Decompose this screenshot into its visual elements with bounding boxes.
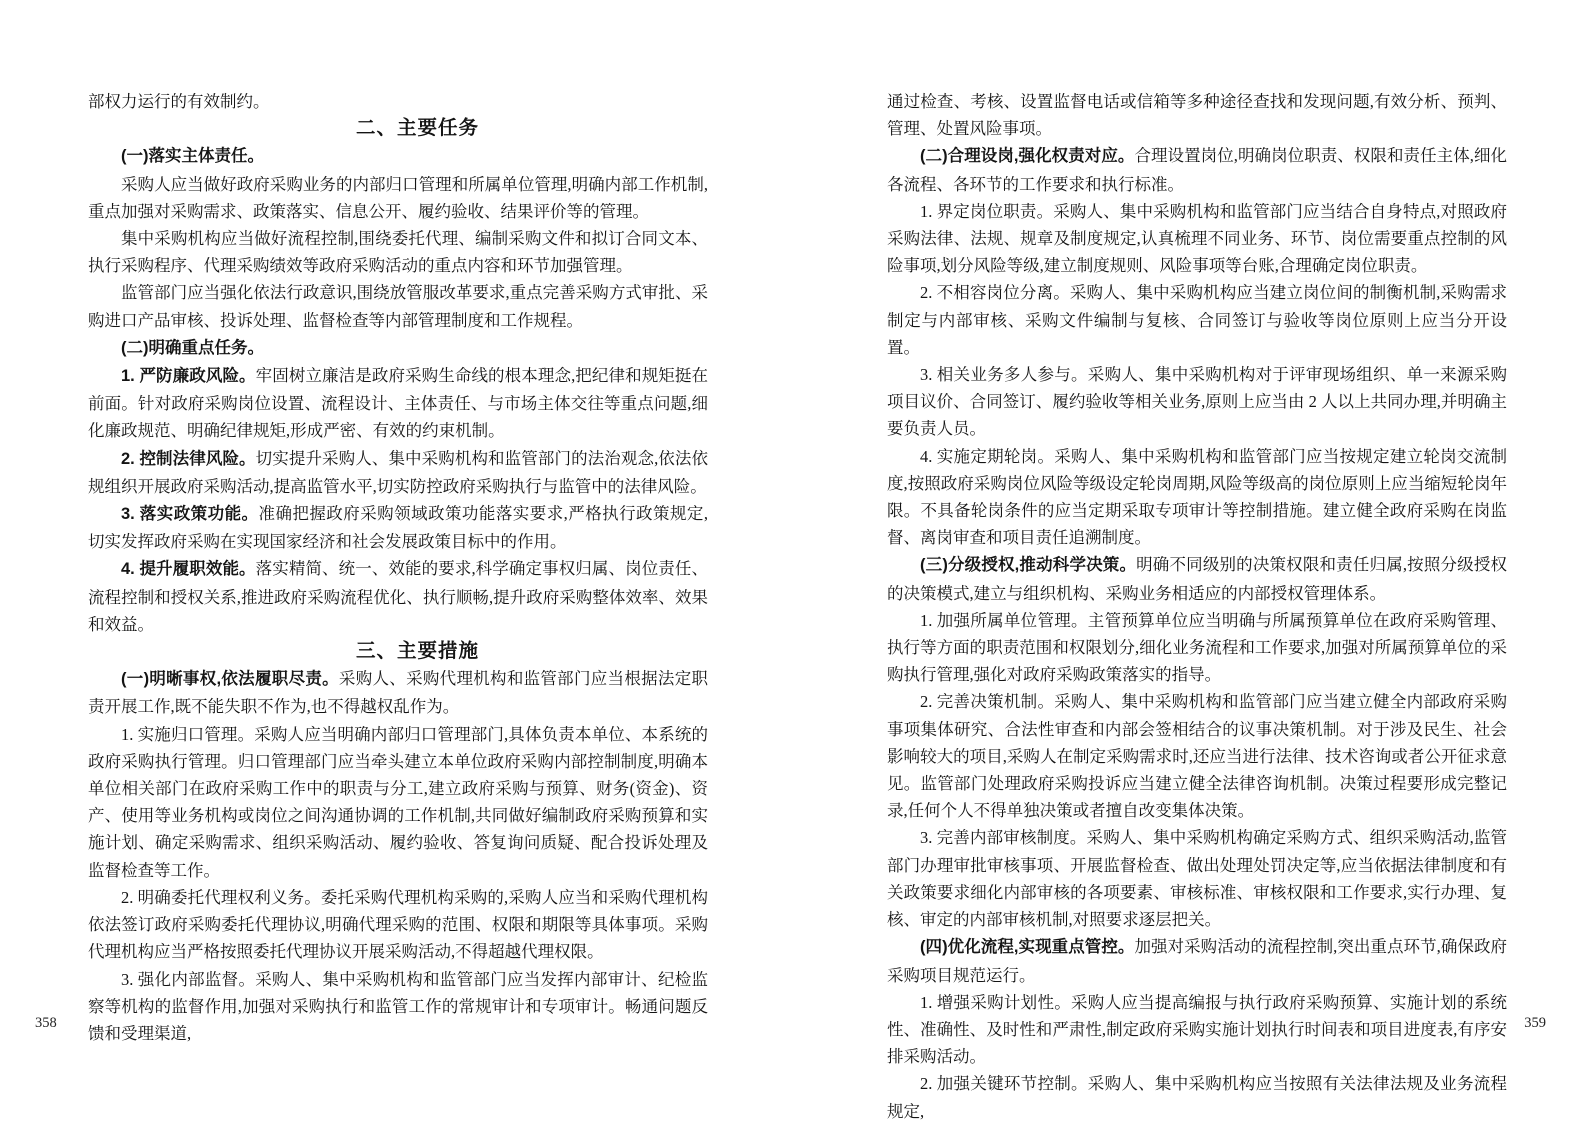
paragraph-continuation: 部权力运行的有效制约。 (88, 92, 270, 111)
paragraph-lead: 3. 落实政策功能。 (121, 505, 259, 524)
paragraph-text: 切实提升采购人、集中采购机构和监管部门的法治观念,依法依规组织开展政府采购活动,提高监管水平,切实防控政府采购执行与监管中的法律风险。 (88, 448, 708, 496)
section-heading-main-tasks: 二、主要任务 (355, 117, 479, 140)
paragraph-text: 明确不同级别的决策权限和责任归属,按照分级授权的决策模式,建立与组织机构、采购业务相适应的内部授权管理体系。 (887, 555, 1508, 603)
paragraph (88, 665, 708, 720)
paragraph-text: 合理设置岗位,明确岗位职责、权限和责任主体,细化各流程、各环节的工作要求和执行标准。 (887, 146, 1508, 194)
paragraph (887, 933, 1507, 988)
paragraph (88, 555, 708, 638)
paragraph-continuation: 通过检查、考核、设置监督电话或信箱等多种途径查找和发现问题,有效分析、预判、管理、处置风险事项。 (887, 92, 1507, 139)
paragraph-lead: (二)明确重点任务。 (121, 338, 264, 357)
page-number-left: 358 (35, 1015, 57, 1031)
page-right (887, 88, 1507, 1125)
paragraph (88, 500, 708, 555)
paragraph: 2. 加强关键环节控制。采购人、集中采购机构应当按照有关法律法规及业务流程规定, (887, 1074, 1507, 1121)
paragraph: 采购人应当做好政府采购业务的内部归口管理和所属单位管理,明确内部工作机制,重点加强对采购需求、政策落实、信息公开、履约验收、结果评价等的管理。 (88, 174, 708, 221)
paragraph-lead: 1. 严防廉政风险。 (121, 367, 256, 386)
paragraph (88, 445, 708, 500)
paragraph: 集中采购机构应当做好流程控制,围绕委托代理、编制采购文件和拟订合同文本、执行采购程序、代理采购绩效等政府采购活动的重点内容和环节加强管理。 (88, 229, 708, 276)
paragraph: 1. 增强采购计划性。采购人应当提高编报与执行政府采购预算、实施计划的系统性、准确性、及时性和严肃性,制定政府采购实施计划执行时间表和项目进度表,有序安排采购活动。 (887, 992, 1507, 1067)
paragraph-text: 准确把握政府采购领域政策功能落实要求,严格执行政策规定,切实发挥政府采购在实现国家经济和社会发展政策目标中的作用。 (88, 504, 708, 552)
paragraph-lead: (三)分级授权,推动科学决策。 (920, 556, 1137, 575)
paragraph (887, 551, 1507, 606)
page-left (88, 88, 708, 1047)
paragraph-lead: 4. 提升履职效能。 (121, 560, 256, 579)
paragraph: 1. 实施归口管理。采购人应当明确内部归口管理部门,具体负责本单位、本系统的政府采购执行管理。归口管理部门应当牵头建立本单位政府采购内部控制制度,明确本单位相关部门在政府采购工作中的职责与分工,建立政府采购与预算、财务(资金)、资产、使用等业务机构或岗位之间沟通协调的工作机制,共同做好编制政府采购预算和实施计划、确定采购需求、组织采购活动、履约验收、答复询问质疑、配合投诉处理及监督检查等工作。 (88, 724, 708, 880)
paragraph: 4. 实施定期轮岗。采购人、集中采购机构和监管部门应当按规定建立轮岗交流制度,按照政府采购岗位风险等级设定轮岗周期,风险等级高的岗位原则上应当缩短轮岗年限。不具备轮岗条件的应当定期采取专项审计等控制措施。建立健全政府采购在岗监督、离岗审查和项目责任追溯制度。 (887, 446, 1507, 548)
paragraph: 3. 相关业务多人参与。采购人、集中采购机构对于评审现场组织、单一来源采购项目议价、合同签订、履约验收等相关业务,原则上应当由 2 人以上共同办理,并明确主要负责人员。 (887, 365, 1507, 439)
paragraph-lead: (一)明晰事权,依法履职尽责。 (121, 670, 339, 689)
paragraph-lead: (二)合理设岗,强化权责对应。 (920, 147, 1135, 166)
paragraph: 1. 加强所属单位管理。主管预算单位应当明确与所属预算单位在政府采购管理、执行等方面的职责范围和权限划分,细化业务流程和工作要求,加强对所属预算单位的采购执行管理,强化对政府采购政策落实的指导。 (887, 610, 1507, 685)
paragraph-lead: (四)优化流程,实现重点管控。 (920, 938, 1135, 957)
paragraph-lead: 2. 控制法律风险。 (121, 449, 256, 468)
paragraph-text: 落实精简、统一、效能的要求,科学确定事权归属、岗位责任、流程控制和授权关系,推进政府采购流程优化、执行顺畅,提升政府采购整体效率、效果和效益。 (88, 559, 708, 634)
paragraph (88, 362, 708, 445)
paragraph-text: 加强对采购活动的流程控制,突出重点环节,确保政府采购项目规范运行。 (887, 937, 1508, 985)
paragraph-text: 牢固树立廉洁是政府采购生命线的根本理念,把纪律和规矩挺在前面。针对政府采购岗位设置、流程设计、主体责任、与市场主体交往等重点问题,细化廉政规范、明确纪律规矩,形成严密、有效的约束机制。 (88, 366, 708, 441)
page-number-right: 359 (1524, 1015, 1546, 1031)
paragraph (88, 334, 708, 362)
paragraph: 3. 强化内部监督。采购人、集中采购机构和监管部门应当发挥内部审计、纪检监察等机构的监督作用,加强对采购执行和监管工作的常规审计和专项审计。畅通问题反馈和受理渠道, (88, 969, 708, 1043)
paragraph: 2. 完善决策机制。采购人、集中采购机构和监管部门应当建立健全内部政府采购事项集体研究、合法性审查和内部会签相结合的议事决策机制。对于涉及民生、社会影响较大的项目,采购人在制定采购需求时,还应当进行法律、技术咨询或者公开征求意见。监管部门处理政府采购投诉应当建立健全法律咨询机制。决策过程要形成完整记录,任何个人不得单独决策或者擅自改变集体决策。 (887, 692, 1507, 821)
paragraph-lead: (一)落实主体责任。 (121, 147, 264, 166)
paragraph: 1. 界定岗位职责。采购人、集中采购机构和监管部门应当结合自身特点,对照政府采购法律、法规、规章及制度规定,认真梳理不同业务、环节、岗位需要重点控制的风险事项,划分风险等级,建立制度规则、风险事项等台账,合理确定岗位职责。 (887, 201, 1507, 276)
paragraph: 2. 明确委托代理权利义务。委托采购代理机构采购的,采购人应当和采购代理机构依法签订政府采购委托代理协议,明确代理采购的范围、权限和期限等具体事项。采购代理机构应当严格按照委托代理协议开展采购活动,不得超越代理权限。 (88, 887, 708, 962)
paragraph: 3. 完善内部审核制度。采购人、集中采购机构确定采购方式、组织采购活动,监管部门办理审批审核事项、开展监督检查、做出处理处罚决定等,应当依据法律制度和有关政策要求细化内部审核的各项要素、审核标准、审核权限和工作要求,实行办理、复核、审定的内部审核机制,对照要求逐层把关。 (887, 828, 1507, 930)
paragraph: 监管部门应当强化依法行政意识,围绕放管服改革要求,重点完善采购方式审批、采购进口产品审核、投诉处理、监督检查等内部管理制度和工作规程。 (88, 283, 708, 330)
section-heading-main-measures: 三、主要措施 (355, 640, 479, 663)
paragraph-text: 采购人、采购代理机构和监管部门应当根据法定职责开展工作,既不能失职不作为,也不得越权乱作为。 (88, 669, 709, 717)
paragraph (887, 142, 1507, 197)
paragraph (88, 142, 708, 170)
paragraph: 2. 不相容岗位分离。采购人、集中采购机构应当建立岗位间的制衡机制,采购需求制定与内部审核、采购文件编制与复核、合同签订与验收等岗位原则上应当分开设置。 (887, 283, 1507, 357)
